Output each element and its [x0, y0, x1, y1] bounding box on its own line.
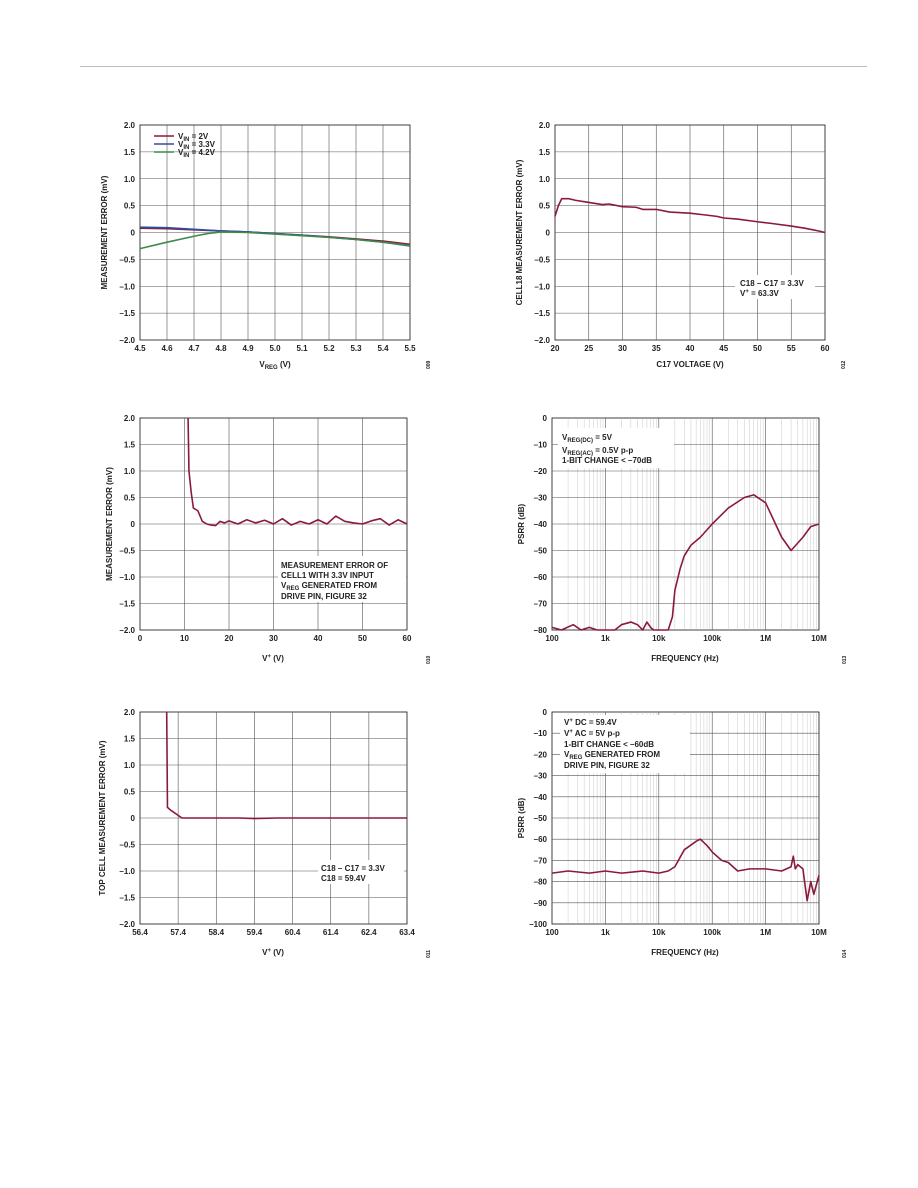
x-tick-label: 5.1	[296, 344, 308, 353]
y-tick-label: –1.0	[119, 573, 135, 582]
annotation-line-1: $V_{REG(DC)} = 5V$	[562, 433, 612, 444]
y-tick-label: 0.5	[123, 787, 135, 797]
y-tick-label: 0	[130, 814, 135, 823]
y-tick-label: –70	[533, 599, 547, 609]
x-axis-label: V+ (V)	[262, 654, 284, 663]
legend-label-vin-2v: $V_{IN} = 2V$	[178, 132, 209, 143]
annotation-line-4: DRIVE PIN, FIGURE 32	[281, 592, 367, 601]
legend-label-vin-4v2: $V_{IN} = 4.2V$	[178, 148, 215, 159]
y-tick-label: –2.0	[119, 336, 135, 345]
x-tick-label: 10k	[652, 634, 666, 643]
figure-id: 011	[426, 949, 432, 958]
x-tick-label: 40	[313, 634, 323, 643]
annotation-line-3: 1-BIT CHANGE < –70dB	[562, 456, 653, 465]
y-tick-label: –0.5	[119, 840, 135, 850]
annotation-line-3: $V_{REG}$ GENERATED FROM	[281, 581, 377, 592]
y-tick-label: –100	[529, 920, 547, 929]
x-tick-label: 30	[618, 344, 627, 353]
y-tick-label: –1.0	[119, 867, 135, 876]
y-tick-label: 1.0	[538, 174, 550, 184]
x-axis-label: V+ (V)	[262, 948, 284, 957]
annotation-line-1: C18 – C17 = 3.3V	[740, 279, 804, 288]
x-tick-label: 5.3	[350, 344, 362, 353]
header-rule	[80, 66, 867, 67]
x-tick-label: 4.9	[242, 344, 254, 353]
legend-label-vin-3v3: $V_{IN} = 3.3V$	[178, 140, 215, 151]
y-tick-label: 1.0	[123, 761, 135, 770]
y-tick-label: –40	[533, 792, 547, 802]
annotation-box	[278, 556, 406, 602]
y-tick-label: –80	[533, 626, 547, 635]
y-tick-label: –10	[533, 440, 547, 450]
y-tick-label: 1.5	[538, 147, 550, 157]
y-tick-label: 2.0	[123, 708, 135, 717]
x-tick-label: 63.4	[399, 928, 415, 937]
y-tick-label: –1.5	[119, 893, 135, 903]
annotation-box	[558, 428, 674, 468]
y-tick-label: –50	[533, 814, 547, 823]
x-tick-label: 5.4	[377, 344, 389, 353]
x-tick-label: 45	[719, 344, 729, 353]
y-tick-label: –40	[533, 520, 547, 529]
annotation-line-1: C18 – C17 = 3.3V	[321, 864, 385, 873]
annotation-line-1: V+ DC = 59.4V	[564, 718, 617, 727]
figure-id: 009	[426, 360, 432, 369]
x-tick-label: 1k	[600, 634, 610, 643]
y-axis-label: TOP CELL MEASUREMENT ERROR (mV)	[98, 740, 107, 896]
x-tick-label: 0	[137, 634, 143, 643]
y-tick-label: 0	[542, 414, 547, 423]
x-axis-label: FREQUENCY (Hz)	[651, 948, 719, 957]
x-tick-label: 1M	[760, 928, 772, 937]
y-tick-label: 0.5	[123, 493, 135, 503]
y-tick-label: –2.0	[119, 626, 135, 635]
y-tick-label: –80	[533, 877, 547, 887]
annotation-line-1: MEASUREMENT ERROR OF	[281, 561, 389, 570]
y-tick-label: –60	[533, 835, 547, 845]
y-tick-label: 1.0	[123, 467, 135, 476]
y-tick-label: 0.5	[123, 201, 135, 211]
x-tick-label: 10M	[811, 928, 827, 937]
annotation-line-4: $V_{REG}$ GENERATED FROM	[564, 750, 660, 761]
annotation-line-2: V+ = 63.3V	[740, 289, 779, 298]
x-tick-label: 50	[358, 634, 367, 643]
annotation-line-2: V+ AC = 5V p-p	[564, 729, 620, 738]
x-tick-label: 60.4	[284, 928, 301, 937]
y-tick-label: –20	[533, 750, 547, 760]
x-tick-label: 4.7	[188, 344, 200, 353]
y-tick-label: –1.5	[119, 599, 135, 609]
y-tick-label: 0.5	[538, 201, 550, 211]
y-tick-label: 2.0	[538, 121, 550, 130]
y-axis-label: MEASUREMENT ERROR (mV)	[100, 175, 109, 290]
x-tick-label: 5.5	[404, 344, 416, 353]
y-tick-label: –1.5	[534, 309, 550, 319]
x-tick-label: 59.4	[246, 928, 263, 937]
y-tick-label: 1.5	[123, 147, 135, 157]
y-axis-label: PSRR (dB)	[517, 503, 526, 545]
y-tick-label: 0	[130, 520, 135, 529]
annotation-box	[318, 860, 404, 884]
y-tick-label: 1.5	[123, 734, 135, 744]
chart-cell18-error-vs-c17	[500, 110, 850, 380]
chart-psrr-vreg	[500, 403, 850, 673]
x-tick-label: 40	[685, 344, 695, 353]
x-tick-label: 55	[786, 344, 796, 353]
legend	[154, 132, 216, 159]
series-line-0	[188, 418, 407, 526]
annotation-line-3: 1-BIT CHANGE < –60dB	[564, 740, 655, 749]
y-tick-label: –1.0	[119, 282, 135, 292]
chart-measurement-error-vs-vreg	[85, 110, 432, 380]
y-tick-label: –70	[533, 856, 547, 866]
x-tick-label: 60	[402, 634, 412, 643]
x-tick-label: 10	[180, 634, 189, 643]
x-tick-label: 60	[820, 344, 830, 353]
x-tick-label: 58.4	[208, 928, 225, 937]
chart-psrr-vplus	[500, 697, 850, 967]
y-tick-label: –20	[533, 467, 547, 476]
chart-measurement-error-vs-vplus	[85, 403, 432, 673]
y-axis-label: CELL18 MEASUREMENT ERROR (mV)	[515, 159, 524, 306]
annotation-box	[560, 715, 690, 773]
figure-id: 014	[842, 949, 848, 958]
x-tick-label: 61.4	[322, 928, 339, 937]
x-tick-label: 20	[224, 634, 234, 643]
y-tick-label: 1.0	[123, 174, 135, 184]
x-tick-label: 100k	[703, 928, 722, 937]
x-tick-label: 4.6	[161, 344, 173, 353]
x-tick-label: 100	[545, 928, 559, 937]
x-tick-label: 1k	[600, 928, 610, 937]
x-tick-label: 20	[550, 344, 560, 353]
annotation-line-2: CELL1 WITH 3.3V INPUT	[281, 571, 374, 580]
y-tick-label: –30	[533, 771, 547, 781]
x-tick-label: 10k	[652, 928, 666, 937]
y-axis-label: PSRR (dB)	[517, 797, 526, 839]
y-tick-label: –0.5	[534, 255, 550, 265]
series-line-0	[552, 495, 819, 630]
x-axis-label: FREQUENCY (Hz)	[651, 654, 719, 663]
x-tick-label: 10M	[811, 634, 827, 643]
y-axis-label: MEASUREMENT ERROR (mV)	[105, 467, 114, 581]
x-tick-label: 5.0	[269, 344, 281, 353]
y-tick-label: –90	[533, 898, 547, 908]
x-tick-label: 35	[651, 344, 661, 353]
y-tick-label: –0.5	[119, 546, 135, 556]
y-tick-label: –1.5	[119, 309, 135, 319]
annotation-line-5: DRIVE PIN, FIGURE 32	[564, 761, 650, 770]
y-tick-label: 2.0	[123, 414, 135, 423]
x-tick-label: 1M	[760, 634, 772, 643]
y-tick-label: –50	[533, 546, 547, 556]
y-tick-label: 1.5	[123, 440, 135, 450]
annotation-box	[735, 275, 815, 299]
x-tick-label: 25	[584, 344, 594, 353]
annotation-line-2: $V_{REG(AC)} = 0.5V$ p-p	[562, 446, 634, 457]
x-tick-label: 4.8	[215, 344, 227, 353]
figure-id: 012	[841, 360, 847, 369]
y-tick-label: –2.0	[119, 920, 135, 929]
x-tick-label: 57.4	[170, 928, 186, 937]
x-axis-label: C17 VOLTAGE (V)	[656, 360, 724, 369]
y-tick-label: 0	[542, 708, 547, 717]
annotation-line-2: C18 = 59.4V	[321, 874, 366, 883]
x-tick-label: 56.4	[132, 928, 148, 937]
chart-top-cell-error-vs-vplus	[85, 697, 432, 967]
series-line-0	[552, 839, 819, 900]
x-axis-label: $V_{REG}$ (V)	[259, 360, 291, 371]
x-tick-label: 100k	[703, 634, 722, 643]
y-tick-label: –30	[533, 493, 547, 503]
y-tick-label: 0	[545, 228, 550, 238]
y-tick-label: 2.0	[123, 121, 135, 130]
figure-id: 010	[426, 655, 432, 664]
x-tick-label: 5.2	[323, 344, 335, 353]
y-tick-label: –0.5	[119, 255, 135, 265]
x-tick-label: 4.5	[134, 344, 146, 353]
figure-id: 013	[842, 655, 848, 664]
x-tick-label: 30	[269, 634, 278, 643]
x-tick-label: 50	[753, 344, 762, 353]
x-tick-label: 100	[545, 634, 559, 643]
y-tick-label: 0	[130, 228, 135, 238]
y-tick-label: –10	[533, 729, 547, 739]
y-tick-label: –60	[533, 573, 547, 582]
y-tick-label: –2.0	[534, 336, 550, 345]
x-tick-label: 62.4	[361, 928, 377, 937]
y-tick-label: –1.0	[534, 282, 550, 292]
